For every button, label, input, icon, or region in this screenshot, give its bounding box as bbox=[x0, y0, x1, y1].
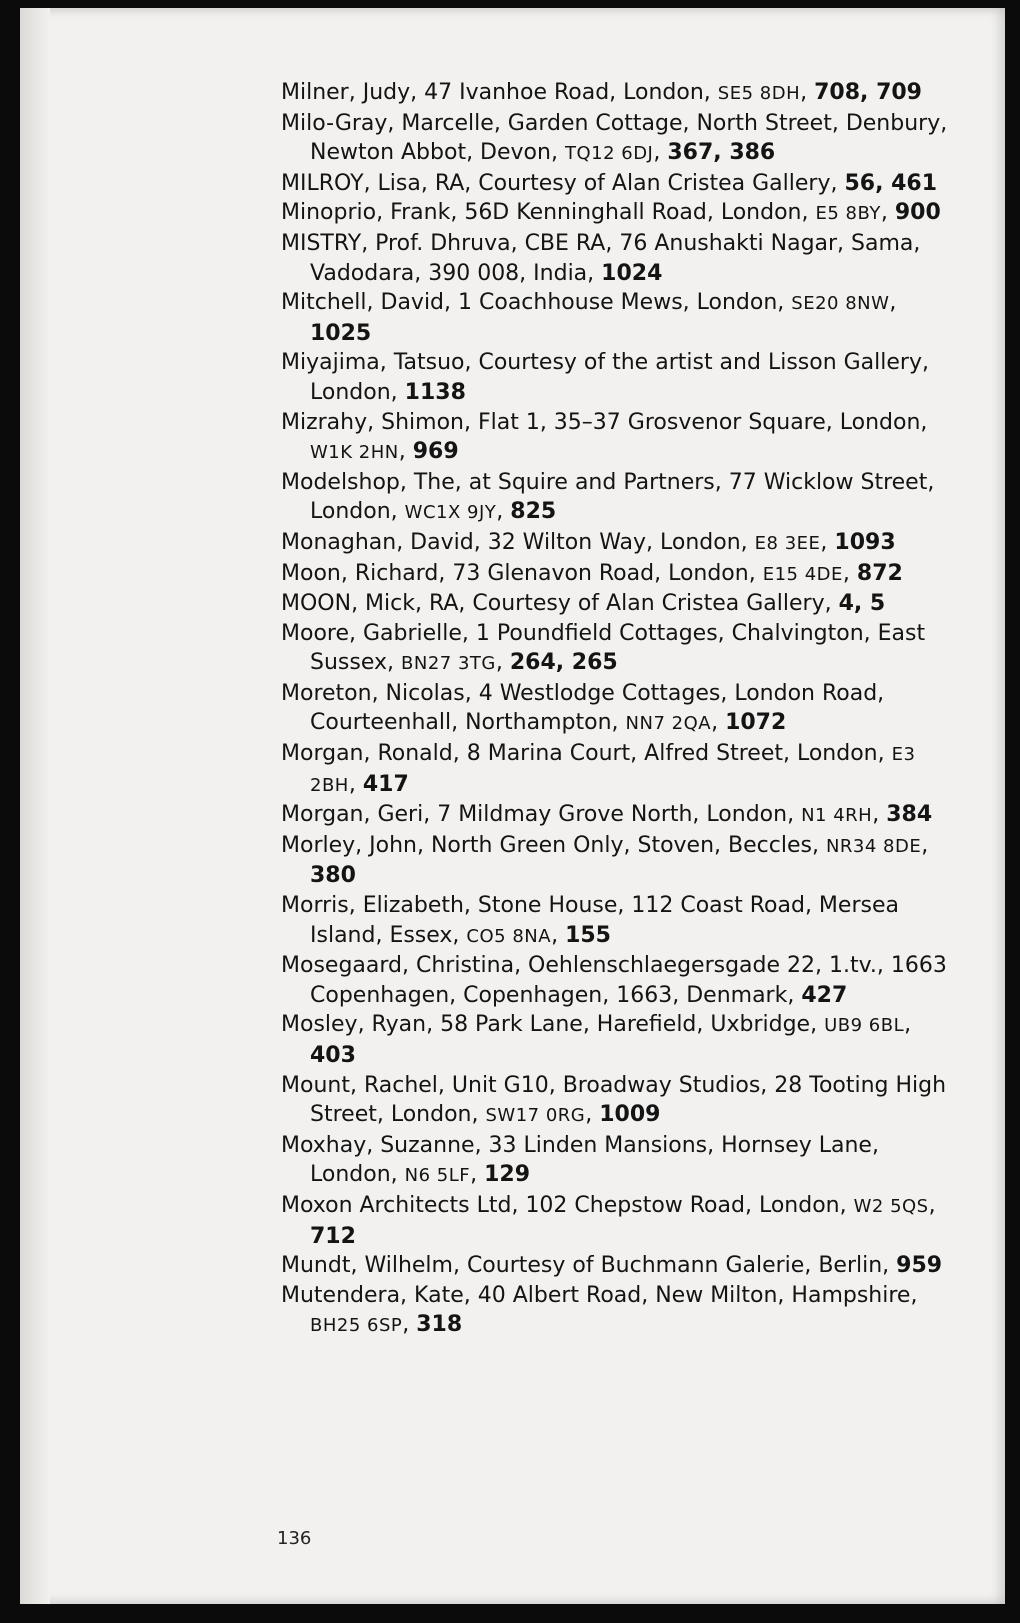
page-number: 136 bbox=[277, 1528, 312, 1549]
index-entry: Morgan, Ronald, 8 Marina Court, Alfred Street, London, E3 2BH, 417 bbox=[281, 741, 916, 797]
index-entry: Milo-Gray, Marcelle, Garden Cottage, North Street, Denbury, Newton Abbot, Devon, TQ12 6DJ, 367, 386 bbox=[281, 110, 948, 166]
index-entry: Moxon Architects Ltd, 102 Chepstow Road, London, W2 5QS, 712 bbox=[281, 1192, 936, 1249]
index-entry: Monaghan, David, 32 Wilton Way, London, E8 3EE, 1093 bbox=[281, 529, 896, 555]
index-entry: Moon, Richard, 73 Glenavon Road, London, E15 4DE, 872 bbox=[281, 560, 903, 586]
index-entry: Minoprio, Frank, 56D Kenninghall Road, London, E5 8BY, 900 bbox=[281, 200, 941, 226]
index-entry: Mitchell, David, 1 Coachhouse Mews, London, SE20 8NW, 1025 bbox=[281, 290, 897, 346]
index-entry: MILROY, Lisa, RA, Courtesy of Alan Cristea Gallery, 56, 461 bbox=[281, 170, 938, 196]
index-entry: Mosley, Ryan, 58 Park Lane, Harefield, Uxbridge, UB9 6BL, 403 bbox=[281, 1012, 912, 1068]
index-entry: MOON, Mick, RA, Courtesy of Alan Cristea Gallery, 4, 5 bbox=[281, 591, 886, 617]
index-entry: Milner, Judy, 47 Ivanhoe Road, London, SE5 8DH, 708, 709 bbox=[281, 80, 922, 105]
index-entry: Mundt, Wilhelm, Courtesy of Buchmann Galerie, Berlin, 959 bbox=[281, 1253, 943, 1279]
index-entry: Morris, Elizabeth, Stone House, 112 Coast Road, Mersea Island, Essex, CO5 8NA, 155 bbox=[281, 893, 899, 948]
index-entry: Moxhay, Suzanne, 33 Linden Mansions, Hornsey Lane, London, N6 5LF, 129 bbox=[281, 1132, 879, 1188]
index-entry: Miyajima, Tatsuo, Courtesy of the artist and Lisson Gallery, London, 1138 bbox=[281, 350, 929, 405]
index-entry: Mosegaard, Christina, Oehlenschlaegersgade 22, 1.tv., 1663 Copenhagen, Copenhagen, 1663, Denmark, 427 bbox=[281, 953, 947, 1008]
index-entry: Modelshop, The, at Squire and Partners, 77 Wicklow Street, London, WC1X 9JY, 825 bbox=[281, 469, 935, 525]
index-entry: Mount, Rachel, Unit G10, Broadway Studios, 28 Tooting High Street, London, SW17 0RG, 1009 bbox=[281, 1072, 947, 1128]
index-entry: Morley, John, North Green Only, Stoven, Beccles, NR34 8DE, 380 bbox=[281, 832, 929, 889]
index-entry: Moreton, Nicolas, 4 Westlodge Cottages, London Road, Courteenhall, Northampton, NN7 2QA, 1072 bbox=[281, 680, 885, 736]
index-list bbox=[281, 78, 961, 1341]
index-entry: Mutendera, Kate, 40 Albert Road, New Milton, Hampshire, BH25 6SP, 318 bbox=[281, 1282, 918, 1338]
index-entry: MISTRY, Prof. Dhruva, CBE RA, 76 Anushakti Nagar, Sama, Vadodara, 390 008, India, 1024 bbox=[281, 230, 921, 286]
index-entry: Moore, Gabrielle, 1 Poundfield Cottages, Chalvington, East Sussex, BN27 3TG, 264, 265 bbox=[281, 620, 926, 676]
page-gutter-shadow bbox=[20, 8, 50, 1604]
index-entry: Morgan, Geri, 7 Mildmay Grove North, London, N1 4RH, 384 bbox=[281, 802, 933, 828]
index-entry: Mizrahy, Shimon, Flat 1, 35–37 Grosvenor Square, London, W1K 2HN, 969 bbox=[281, 409, 928, 465]
